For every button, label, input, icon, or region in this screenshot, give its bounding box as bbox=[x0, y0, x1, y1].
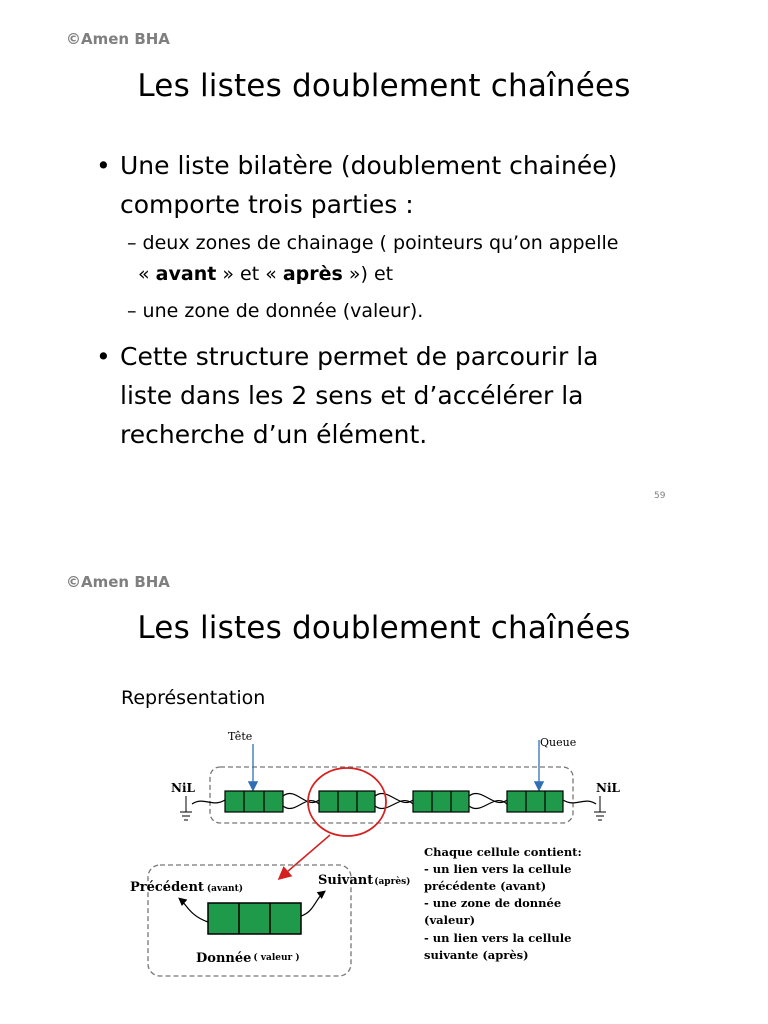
link-3-2-prev bbox=[375, 801, 413, 809]
bullet-dot-icon: • bbox=[96, 342, 111, 371]
keyword-apres: après bbox=[282, 263, 343, 285]
head-label: Tête bbox=[228, 730, 253, 743]
info-line-2: - un lien vers la cellule bbox=[424, 862, 572, 876]
zoom-arrow bbox=[280, 835, 330, 878]
ground-right-icon bbox=[594, 796, 606, 820]
bullet-dot-icon: • bbox=[96, 151, 111, 180]
sub-item-1-line-1: – deux zones de chainage ( pointeurs qu’on appelle bbox=[127, 232, 619, 254]
bullet-1-line-2: comporte trois parties : bbox=[120, 190, 414, 219]
info-line-1: Chaque cellule contient: bbox=[424, 845, 582, 859]
section-heading: Représentation bbox=[121, 687, 266, 709]
info-line-3: précédente (avant) bbox=[424, 879, 547, 893]
info-text-block bbox=[424, 845, 582, 962]
prev-label: Précédent (avant) bbox=[130, 880, 244, 895]
list-cell-1 bbox=[225, 791, 283, 812]
bullet-2-line-1: Cette structure permet de parcourir la bbox=[120, 342, 599, 371]
sub-item-2: – une zone de donnée (valeur). bbox=[127, 300, 424, 322]
quote-mid: » et « bbox=[216, 263, 283, 285]
sub-item-1 bbox=[127, 228, 619, 290]
bullet-2-line-3: recherche d’un élément. bbox=[120, 420, 428, 449]
slide-60 bbox=[0, 560, 768, 1024]
zoomed-cell bbox=[208, 903, 301, 934]
bullet-2-text bbox=[120, 337, 598, 454]
data-label: Donnée ( valeur ) bbox=[196, 951, 300, 966]
info-line-7: suivante (après) bbox=[424, 948, 529, 962]
link-nil-right bbox=[563, 800, 596, 804]
info-line-4: - une zone de donnée bbox=[424, 896, 562, 910]
info-line-5: (valeur) bbox=[424, 913, 476, 927]
link-2-1-prev bbox=[283, 801, 319, 809]
list-cell-2 bbox=[319, 791, 375, 812]
nil-right-label: NiL bbox=[596, 781, 620, 795]
list-cell-3 bbox=[413, 791, 469, 812]
bullet-1-line-1: Une liste bilatère (doublement chainée) bbox=[120, 151, 618, 180]
nil-left-label: NiL bbox=[171, 781, 195, 795]
info-line-6: - un lien vers la cellule bbox=[424, 931, 572, 945]
next-pointer-arrow bbox=[301, 892, 324, 916]
sub-item-1-line-2 bbox=[127, 259, 619, 290]
quote-open: « bbox=[138, 263, 156, 285]
copyright-label: ©Amen BHA bbox=[66, 30, 170, 48]
link-nil-left bbox=[192, 800, 225, 804]
page-number: 59 bbox=[654, 491, 666, 501]
keyword-avant: avant bbox=[155, 263, 217, 285]
ground-left-icon bbox=[180, 796, 192, 820]
slide-title: Les listes doublement chaînées bbox=[137, 68, 631, 104]
link-4-3-prev bbox=[469, 801, 507, 809]
list-cell-4 bbox=[507, 791, 563, 812]
copyright-label: ©Amen BHA bbox=[66, 573, 170, 591]
bullet-2-line-2: liste dans les 2 sens et d’accélérer la bbox=[120, 381, 584, 410]
prev-pointer-arrow bbox=[180, 899, 208, 922]
bullet-1-text bbox=[120, 146, 617, 224]
doubly-linked-list-diagram bbox=[0, 560, 768, 1024]
slide-title: Les listes doublement chaînées bbox=[137, 610, 631, 646]
tail-label: Queue bbox=[540, 736, 577, 749]
quote-close: ») et bbox=[342, 263, 394, 285]
next-label: Suivant(après) bbox=[318, 873, 411, 888]
